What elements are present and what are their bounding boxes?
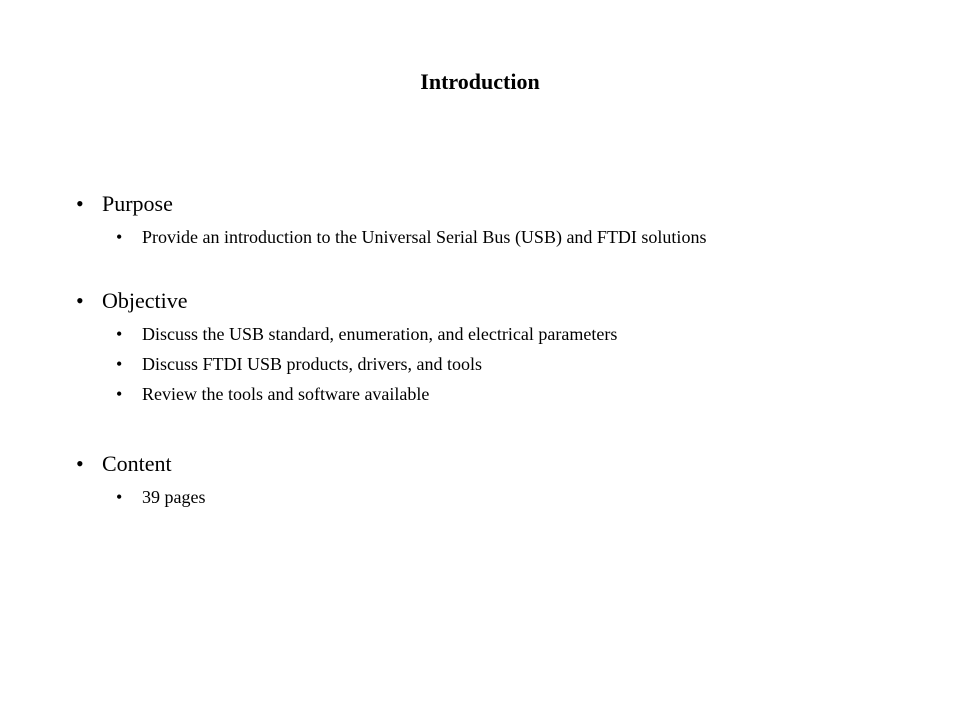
sub-bullet-text: 39 pages [142, 487, 206, 507]
section-purpose [76, 188, 936, 252]
sub-bullet-text: Provide an introduction to the Universal Serial Bus (USB) and FTDI solutions [142, 227, 707, 247]
bullet-dot-icon: • [76, 451, 84, 476]
bullet-content [76, 448, 936, 480]
sub-bullet-text: Discuss FTDI USB products, drivers, and tools [142, 354, 482, 374]
bullet-purpose [76, 188, 936, 220]
bullet-dot-icon: • [116, 354, 123, 374]
sub-bullet [116, 482, 936, 512]
bullet-dot-icon: • [116, 324, 123, 344]
bullet-dot-icon: • [116, 384, 123, 404]
sub-bullet-text: Discuss the USB standard, enumeration, and electrical parameters [142, 324, 618, 344]
sub-bullet [116, 379, 936, 409]
bullet-dot-icon: • [76, 288, 84, 313]
bullet-dot-icon: • [116, 487, 123, 507]
section-content [76, 448, 936, 512]
section-heading: Objective [102, 288, 188, 313]
sub-bullet [116, 319, 936, 349]
section-heading: Purpose [102, 191, 173, 216]
sub-bullet [116, 222, 936, 252]
bullet-objective [76, 285, 936, 317]
bullet-dot-icon: • [116, 227, 123, 247]
sub-bullet [116, 349, 936, 379]
section-heading: Content [102, 451, 172, 476]
section-objective [76, 285, 936, 409]
sub-bullet-text: Review the tools and software available [142, 384, 430, 404]
slide-title: Introduction [420, 69, 540, 94]
bullet-dot-icon: • [76, 191, 84, 216]
